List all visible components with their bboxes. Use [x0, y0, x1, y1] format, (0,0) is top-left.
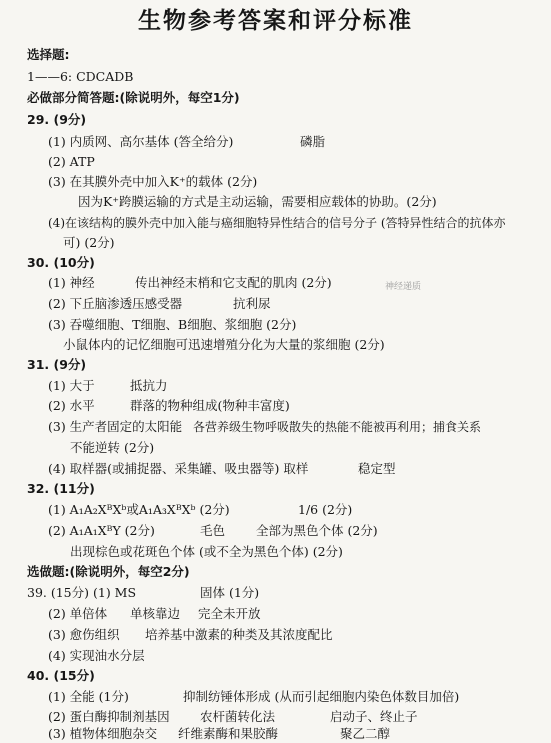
q32-answer-2b: 毛色 [200, 523, 226, 538]
q29-answer-2: (2) ATP [48, 154, 95, 169]
q29-heading: 29. (9分) [27, 112, 87, 127]
q40-answer-2c: 启动子、终止子 [330, 709, 418, 724]
q29-answer-3-reason: 因为K⁺跨膜运输的方式是主动运输，需要相应载体的协助。(2分) [78, 194, 437, 209]
q39-answer-3: (3) 愈伤组织 [48, 627, 120, 642]
q32-answer-2c: 全部为黑色个体 (2分) [256, 523, 378, 538]
q40-answer-2: (2) 蛋白酶抑制剂基因 [48, 709, 170, 724]
optional-section-header: 选做题:(除说明外，每空2分) [27, 564, 190, 579]
choice-answers: 1——6: CDCADB [27, 69, 134, 84]
q30-answer-3: (3) 吞噬细胞、T细胞、B细胞、浆细胞 (2分) [48, 317, 297, 332]
q30-answer-1: (1) 神经 [48, 275, 95, 290]
q32-answer-1: (1) A₁A₂XᴮXᵇ或A₁A₃XᴮXᵇ (2分) [48, 502, 230, 517]
q30-answer-3b: 小鼠体内的记忆细胞可迅速增殖分化为大量的浆细胞 (2分) [63, 337, 385, 352]
q39-answer-1b: 固体 (1分) [200, 585, 260, 600]
q30-heading: 30. (10分) [27, 255, 95, 270]
q39-answer-2b: 单核靠边 [130, 606, 181, 621]
q31-answer-2b: 群落的物种组成(物种丰富度) [130, 398, 290, 413]
q40-answer-1b: 抑制纺锤体形成 (从而引起细胞内染色体数目加倍) [183, 689, 460, 704]
q30-answer-2: (2) 下丘脑渗透压感受器 [48, 296, 183, 311]
q29-answer-3: (3) 在其膜外壳中加入K⁺的载体 (2分) [48, 174, 258, 189]
q29-answer-4-cont: 可) (2分) [63, 235, 115, 250]
q29-answer-1b: 磷脂 [300, 134, 326, 149]
q40-answer-3c: 聚乙二醇 [340, 726, 391, 741]
q31-heading: 31. (9分) [27, 357, 87, 372]
q31-answer-1b: 抵抗力 [130, 378, 168, 393]
q31-answer-4b: 稳定型 [358, 461, 396, 476]
q32-answer-1b: 1/6 (2分) [298, 502, 353, 517]
choice-section-header: 选择题: [27, 47, 70, 62]
q40-answer-1: (1) 全能 (1分) [48, 689, 129, 704]
q31-answer-2: (2) 水平 [48, 398, 95, 413]
q31-answer-3: (3) 生产者固定的太阳能 [48, 419, 183, 434]
q32-answer-3: 出现棕色或花斑色个体 (或不全为黑色个体) (2分) [70, 544, 343, 559]
q32-answer-2: (2) A₁A₁XᴮY (2分) [48, 523, 155, 538]
q40-answer-3: (3) 植物体细胞杂交 [48, 726, 158, 741]
q39-answer-2c: 完全未开放 [198, 606, 261, 621]
q39-heading: 39. (15分) (1) MS [27, 585, 137, 600]
page-title: 生物参考答案和评分标准 [138, 8, 413, 34]
q31-answer-4: (4) 取样器(或捕捉器、采集罐、吸虫器等) 取样 [48, 461, 309, 476]
q31-answer-3b: 各营养级生物呼吸散失的热能不能被再利用；捕食关系 [193, 420, 482, 434]
q31-answer-3c: 不能逆转 (2分) [70, 440, 155, 455]
q39-answer-3b: 培养基中激素的种类及其浓度配比 [145, 627, 333, 642]
q39-answer-2: (2) 单倍体 [48, 606, 108, 621]
q30-answer-2b: 抗利尿 [233, 296, 271, 311]
required-section-header: 必做部分简答题:(除说明外，每空1分) [27, 90, 240, 105]
q31-answer-1: (1) 大于 [48, 378, 95, 393]
q30-answer-1c: 神经递质 [385, 282, 422, 292]
q40-answer-2b: 农杆菌转化法 [200, 709, 276, 724]
q39-answer-4: (4) 实现油水分层 [48, 648, 145, 663]
q29-answer-1: (1) 内质网、高尔基体 (答全给分) [48, 134, 234, 149]
q32-heading: 32. (11分) [27, 481, 95, 496]
q30-answer-1b: 传出神经末梢和它支配的肌肉 (2分) [135, 275, 332, 290]
q29-answer-4: (4)在该结构的膜外壳中加入能与癌细胞特异性结合的信号分子 (答特异性结合的抗体亦 [48, 216, 506, 230]
q40-heading: 40. (15分) [27, 668, 95, 683]
q40-answer-3b: 纤维素酶和果胶酶 [178, 726, 279, 741]
